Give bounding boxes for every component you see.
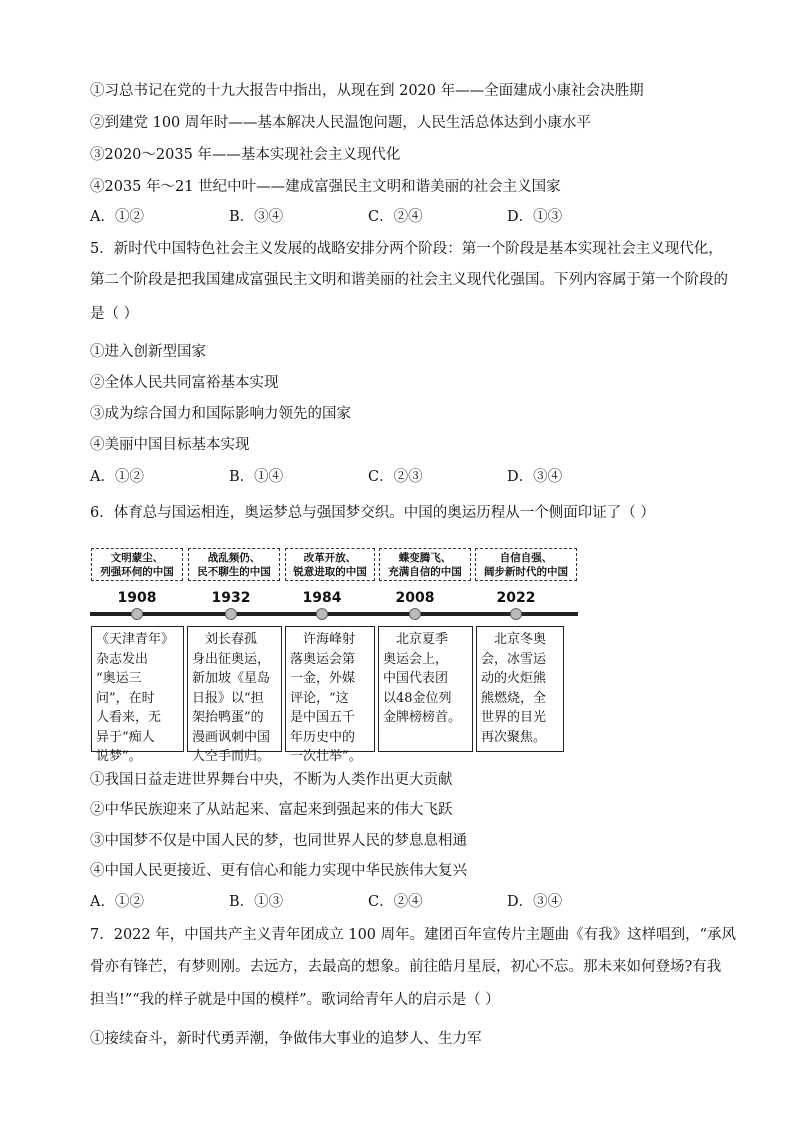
event-card-1984: 许海峰射 落奥运会第 一金，外媒 评论，“这 是中国五千 年历史中的 一次壮举”。 (285, 626, 375, 752)
era-label-3: 改革开放、 锐意进取的中国 (285, 548, 375, 581)
q7-stem-line-3: 担当!”“我的样子就是中国的模样”。歌词给青年人的启示是（ ） (90, 992, 500, 1008)
q5-option-c[interactable]: C．②③ (368, 469, 423, 485)
year-label-4: 2008 (395, 590, 435, 606)
q5-option-d[interactable]: D．③④ (507, 469, 563, 485)
q5-item-2: ②全体人民共同富裕基本实现 (90, 375, 279, 391)
q4-item-1: ①习总书记在党的十九大报告中指出，从现在到 2020 年——全面建成小康社会决胜期 (90, 83, 644, 99)
q5-item-4: ④美丽中国目标基本实现 (90, 437, 250, 453)
event-card-2008: 北京夏季 奥运会上， 中国代表团 以48金位列 金牌榜榜首。 (378, 626, 473, 752)
era-label-2: 战乱频仍、 民不聊生的中国 (188, 548, 280, 581)
q6-option-a[interactable]: A．①② (90, 894, 144, 910)
timeline-dot-5 (510, 608, 522, 620)
q5-stem-line-2: 第二个阶段是把我国建成富强民主文明和谐美丽的社会主义现代化强国。下列内容属于第一个阶段的 (90, 272, 728, 288)
q6-option-d[interactable]: D．③④ (507, 894, 563, 910)
q5-stem-line-1: 5．新时代中国特色社会主义发展的战略安排分两个阶段：第一个阶段是基本实现社会主义现代化， (90, 241, 723, 257)
q6-item-2: ②中华民族迎来了从站起来、富起来到强起来的伟大飞跃 (90, 802, 453, 818)
q6-stem: 6．体育总与国运相连，奥运梦总与强国梦交织。中国的奥运历程从一个侧面印证了（ ） (90, 505, 655, 521)
timeline-dot-2 (225, 608, 237, 620)
timeline-axis (90, 612, 578, 616)
q6-option-b[interactable]: B．①③ (229, 894, 284, 910)
q4-option-d[interactable]: D．①③ (507, 209, 563, 225)
q7-stem-line-1: 7．2022 年，中国共产主义青年团成立 100 周年。建团百年宣传片主题曲《有我》这样唱到，“承风 (90, 927, 737, 943)
q5-item-3: ③成为综合国力和国际影响力领先的国家 (90, 406, 351, 422)
q5-option-b[interactable]: B．①④ (229, 469, 284, 485)
q4-item-4: ④2035 年～21 世纪中叶——建成富强民主文明和谐美丽的社会主义国家 (90, 179, 561, 195)
event-card-2022: 北京冬奥 会，冰雪运 动的火炬熊 熊燃烧，全 世界的目光 再次聚焦。 (476, 626, 564, 752)
year-label-2: 1932 (211, 590, 251, 606)
timeline-dot-4 (409, 608, 421, 620)
era-label-5: 自信自强、 阔步新时代的中国 (475, 548, 577, 581)
era-label-1: 文明蒙尘、 列强环伺的中国 (91, 548, 183, 581)
q5-item-1: ①进入创新型国家 (90, 344, 206, 360)
event-card-1932: 刘长春孤 身出征奥运， 新加坡《星岛 日报》以“担 架抬鸭蛋”的 漫画讽刺中国 人空手而归。 (187, 626, 282, 752)
event-card-1908: 《天津青年》 杂志发出 “奥运三 问”，在时 人看来，无 异于“痴人 说梦”。 (91, 626, 184, 752)
timeline-dot-3 (316, 608, 328, 620)
q6-item-3: ③中国梦不仅是中国人民的梦，也同世界人民的梦息息相通 (90, 833, 467, 849)
q4-option-c[interactable]: C．②④ (368, 209, 423, 225)
q7-stem-line-2: 骨亦有锋芒，有梦则刚。去远方，去最高的想象。前往皓月星辰，初心不忘。那未来如何登场?有我 (90, 959, 722, 975)
q6-item-4: ④中国人民更接近、更有信心和能力实现中华民族伟大复兴 (90, 863, 467, 879)
q5-option-a[interactable]: A．①② (90, 469, 144, 485)
q4-item-3: ③2020～2035 年——基本实现社会主义现代化 (90, 147, 401, 163)
q6-option-c[interactable]: C．②④ (368, 894, 423, 910)
year-label-3: 1984 (302, 590, 342, 606)
q4-item-2: ②到建党 100 周年时——基本解决人民温饱问题，人民生活总体达到小康水平 (90, 115, 591, 131)
q6-item-1: ①我国日益走进世界舞台中央，不断为人类作出更大贡献 (90, 772, 453, 788)
q7-item-1: ①接续奋斗，新时代勇弄潮，争做伟大事业的追梦人、生力军 (90, 1031, 482, 1047)
q4-option-a[interactable]: A．①② (90, 209, 144, 225)
year-label-5: 2022 (496, 590, 536, 606)
era-label-4: 蝶变腾飞、 充满自信的中国 (379, 548, 471, 581)
q4-option-b[interactable]: B．③④ (229, 209, 284, 225)
year-label-1: 1908 (117, 590, 157, 606)
q5-stem-line-3: 是（ ） (90, 306, 139, 322)
timeline-dot-1 (131, 608, 143, 620)
